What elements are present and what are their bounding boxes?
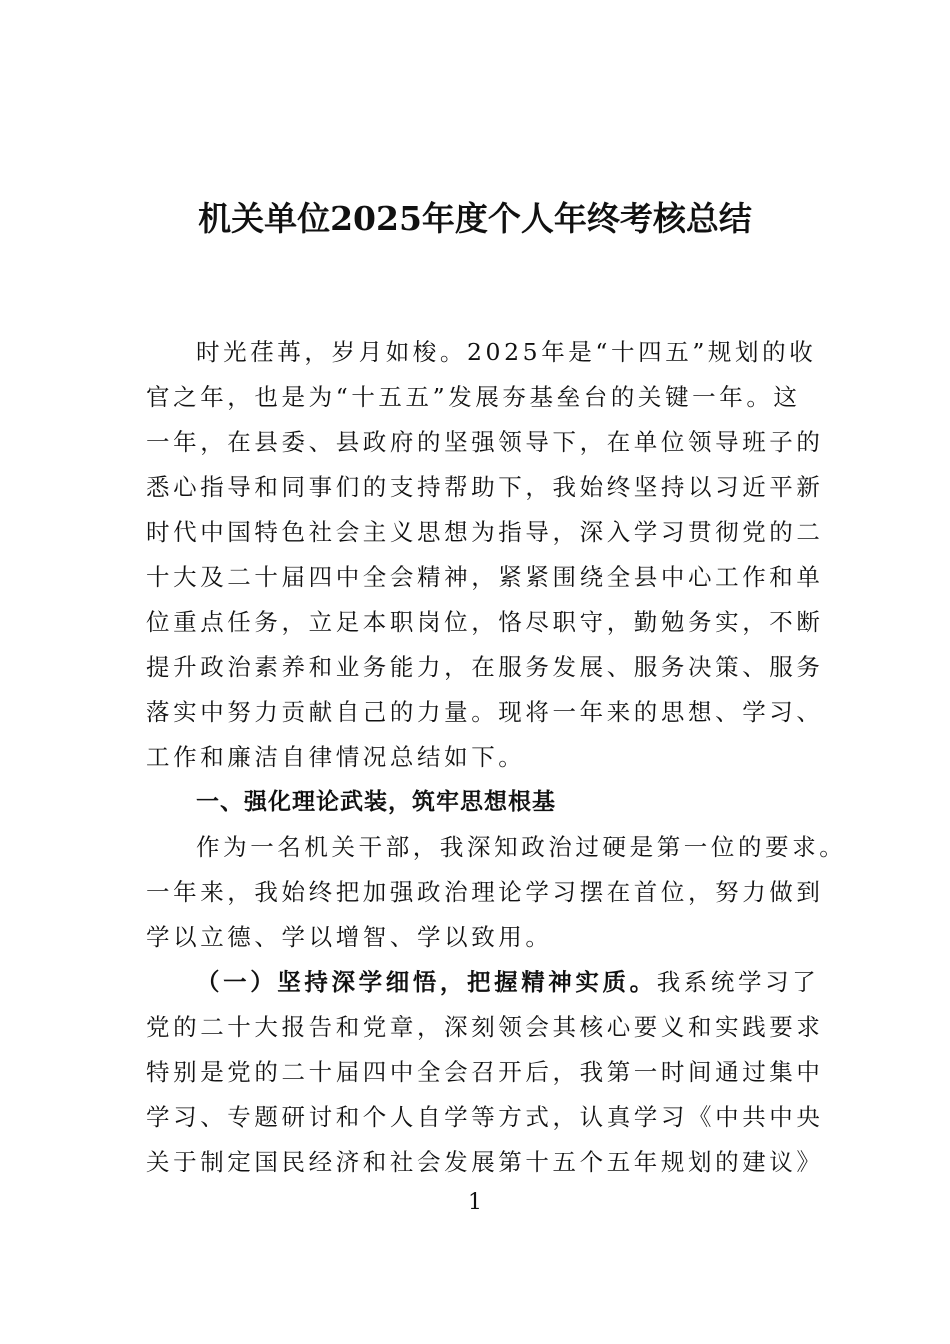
paragraph-line: 位重点任务，立足本职岗位，恪尽职守，勤勉务实，不断	[146, 608, 824, 636]
paragraph-line: 学习、专题研讨和个人自学等方式，认真学习《中共中央	[146, 1103, 824, 1131]
paragraph-line: 一年来，我始终把加强政治理论学习摆在首位，努力做到	[146, 878, 824, 906]
paragraph-line: 学以立德、学以增智、学以致用。	[146, 923, 553, 951]
paragraph-line: 关于制定国民经济和社会发展第十五个五年规划的建议》	[146, 1148, 824, 1176]
paragraph-line: 特别是党的二十届四中全会召开后，我第一时间通过集中	[146, 1058, 824, 1086]
page-number: 1	[468, 1190, 482, 1215]
paragraph-line: 作为一名机关干部，我深知政治过硬是第一位的要求。	[196, 833, 847, 861]
subsection-first-line	[146, 960, 820, 1005]
subsection-text: 我系统学习了	[656, 968, 820, 996]
paragraph-line: 一年，在县委、县政府的坚强领导下，在单位领导班子的	[146, 428, 824, 456]
paragraph-line: 工作和廉洁自律情况总结如下。	[146, 743, 526, 771]
paragraph-line: 十大及二十届四中全会精神，紧紧围绕全县中心工作和单	[146, 563, 824, 591]
subsection-heading: （一）坚持深学细悟，把握精神实质。	[196, 968, 657, 996]
section-heading: 一、强化理论武装，筑牢思想根基	[196, 789, 556, 815]
paragraph-line: 落实中努力贡献自己的力量。现将一年来的思想、学习、	[146, 698, 824, 726]
paragraph-line: 党的二十大报告和党章，深刻领会其核心要义和实践要求	[146, 1013, 824, 1041]
paragraph-line: 时代中国特色社会主义思想为指导，深入学习贯彻党的二	[146, 518, 824, 546]
paragraph-line: 悉心指导和同事们的支持帮助下，我始终坚持以习近平新	[146, 473, 824, 501]
document-body	[146, 330, 847, 1185]
document-title: 机关单位2025年度个人年终考核总结	[198, 199, 752, 238]
paragraph-line: 提升政治素养和业务能力，在服务发展、服务决策、服务	[146, 653, 824, 681]
paragraph-line: 官之年，也是为“十五五”发展夯基垒台的关键一年。这	[146, 383, 801, 411]
paragraph-line: 时光荏苒，岁月如梭。2025年是“十四五”规划的收	[196, 338, 817, 366]
